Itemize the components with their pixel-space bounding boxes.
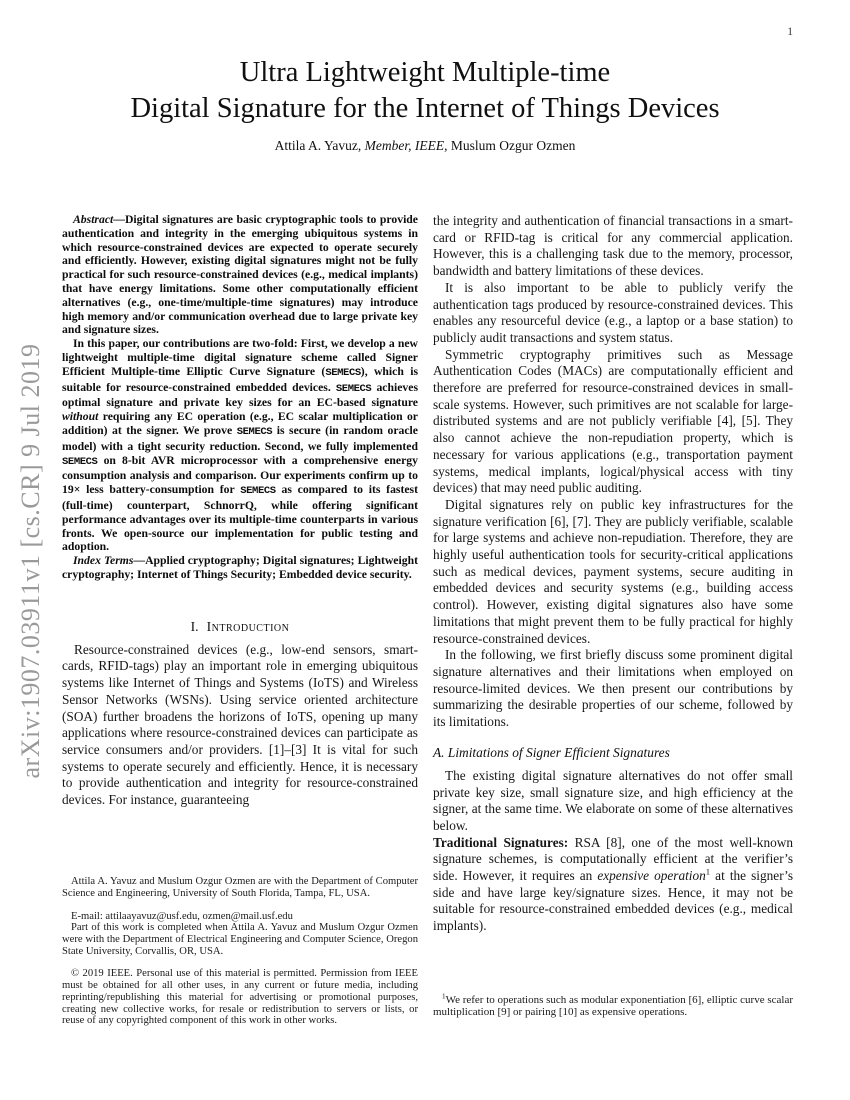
text-run: requiring any EC operation (e.g., EC scalar multiplication or addition) at the signer. We prove [62, 410, 418, 437]
text-run: on 8-bit AVR microprocessor with a comprehensive energy consumption analysis and comparison. Our experiments confirm up to 19× less battery-consumption for [62, 453, 418, 497]
footnote-1 [433, 994, 793, 1019]
page-title [60, 55, 790, 127]
right-column-text [433, 213, 793, 935]
text-run: Traditional Signatures: [433, 834, 569, 850]
body-paragraph: In the following, we first briefly discuss some prominent digital signature alternatives and their limitations when employed on resource-limited devices. We then present our contributions by summarizing the desirable properties of our scheme, followed by its limitations. [433, 647, 793, 730]
text-run: achieves optimal signature and private key sizes for an EC-based signature [62, 380, 418, 410]
footnote-copyright: © 2019 IEEE. Personal use of this material is permitted. Permission from IEEE must be obtained for all other uses, in any current or future media, including reprinting/republishing this material for advertising or promotional purposes, creating new collective works, for resale or redistribution to servers or lists, or reuse of any copyrighted component of this work in other works. [62, 968, 418, 1027]
section-number: I. [190, 618, 199, 634]
author-footnotes [62, 876, 418, 1027]
body-paragraph: Symmetric cryptography primitives such as Message Authentication Codes (MACs) are computationally efficient and therefore are preferred for resource-constrained devices in small-scale systems. However, such primitives are not scalable for large-distributed systems and are not publicly verifiable [4], [5]. They also cannot achieve the non-repudiation property, which is necessary for various applications (e.g., transportation payment systems, medical implants, logical/physical access with tiny devices) that may need public auditing. [433, 346, 793, 496]
body-paragraph: Digital signatures rely on public key infrastructures for the signature verification [6], [7]. They are publicly verifiable, scalable for large systems and achieve non-repudiation. Therefore, they are highly useful authentication tools for security-critical applications such as medical devices, payment systems, secure auditing in embedded devices and security systems (e.g., building access control). However, existing digital signatures also have some limitations that might prevent them to be fully practical for highly resource-constrained devices. [433, 496, 793, 646]
introduction-text [62, 635, 418, 809]
text-run: —Digital signatures are basic cryptographic tools to provide authentication and integrity in the emerging ubiquitous systems in which resource-constrained devices are expected to operate securely and efficiently. However, existing digital signatures might not be fully practical for such resource-constrained devices (e.g., medical implants) that have energy limitations. Some other computationally efficient alternatives (e.g., one-time/multiple-time signatures) may introduce high memory and/or communication overhead due to large private key and signature sizes. [62, 213, 418, 337]
text-run: is secure (in random oracle model) with a tight security reduction. Second, we fully implemented [62, 423, 418, 453]
arxiv-watermark: arXiv:1907.03911v1 [cs.CR] 9 Jul 2019 [16, 343, 45, 779]
text-run: expensive operation [597, 868, 706, 884]
footnote-affiliation: Attila A. Yavuz and Muslum Ozgur Ozmen are with the Department of Computer Science and Engineering, University of South Florida, Tampa, FL, USA. [62, 876, 418, 899]
text-run: ), which is suitable for resource-constrained embedded devices. [62, 364, 418, 394]
body-paragraph-traditional-signatures [433, 835, 793, 935]
abstract-paragraph-2 [62, 337, 418, 554]
text-run: Member, IEEE [364, 138, 445, 153]
footnote-gap [62, 957, 418, 968]
two-column-body [62, 213, 793, 1027]
index-terms [62, 554, 418, 582]
title-line-2: Digital Signature for the Internet of Things Devices [130, 93, 720, 124]
text-run: RSA [8], one of the most well-known signature schemes, is computationally efficient at the verifier’s side. However, it requires an [433, 834, 793, 884]
footnote-prior-affiliation: Part of this work is completed when Attila A. Yavuz and Muslum Ozgur Ozmen were with the Department of Electrical Engineering and Computer Science, Oregon State University, Corvallis, OR, USA. [62, 922, 418, 957]
intro-paragraph: Resource-constrained devices (e.g., low-end sensors, smart-cards, RFID-tags) play an important role in emerging ubiquitous systems like Internet of Things and Systems (IoTS) and Wireless Sensor Networks (WSNs). Using service oriented architecture (SOA) further broadens the horizons of IoTS, opening up many applications where resource-constrained devices can participate as service consumers and/or providers. [1]–[3] It is vital for such systems to operate securely and efficiently. Hence, it is necessary to provide authentication and integrity for resource-constrained devices. For instance, guaranteeing [62, 641, 418, 808]
section-title: Introduction [206, 618, 290, 634]
body-paragraph: The existing digital signature alternatives do not offer small private key size, small signature size, and high efficiency at the signer, at the same time. We elaborate on some of these alternatives below. [433, 767, 793, 833]
text-run: , Muslum Ozgur Ozmen [444, 138, 576, 153]
paper-header [60, 55, 790, 154]
text-run: at the signer’s side and have large key/signature sizes. Hence, it may not be suitable for resource-constrained embedded devices (e.g., medical implants). [433, 868, 793, 934]
subsection-heading-limitations: A. Limitations of Signer Efficient Signatures [433, 744, 670, 760]
abstract [62, 213, 418, 582]
text-run: SEMECS [325, 366, 361, 379]
footnote-email: E-mail: attilaayavuz@usf.edu, ozmen@mail.usf.edu [71, 910, 293, 922]
body-paragraph: It is also important to be able to publicly verify the authentication tags produced by resource-constrained devices. This enables any resourceful device (e.g., a laptop or a base station) to publicly audit transactions and system status. [433, 279, 793, 345]
text-run: Attila A. Yavuz, [274, 138, 365, 153]
text-run: SEMECS [335, 382, 372, 395]
footnote-gap [62, 900, 418, 911]
text-run: In this paper, our contributions are two-fold: First, we develop a new lightweight multiple-time digital signature scheme called Signer Efficient Multiple-time Elliptic Curve Signature ( [62, 337, 418, 378]
text-run: —Applied cryptography; Digital signatures; Lightweight cryptography; Internet of Things Security; Embedded device security. [62, 554, 418, 581]
section-heading-introduction [62, 618, 418, 635]
text-run: SEMECS [236, 425, 273, 438]
text-run: without [62, 410, 99, 424]
page-number: 1 [787, 26, 793, 38]
numbered-footnote [433, 994, 793, 1019]
body-paragraph: the integrity and authentication of financial transactions in a smart-card or RFID-tag is critical for any commercial application. However, this is a challenging task due to the memory, processor, bandwidth and battery limitations of these devices. [433, 213, 793, 279]
abstract-paragraph-1 [62, 213, 418, 337]
right-column [433, 213, 793, 1019]
text-run: 1 [705, 866, 711, 877]
text-run: We refer to operations such as modular exponentiation [6], elliptic curve scalar multiplication [9] or pairing [10] as expensive operations. [433, 993, 793, 1019]
left-column [62, 213, 418, 1027]
text-run: Abstract [73, 213, 114, 226]
text-run: Index Terms [73, 554, 134, 568]
authors-line [60, 138, 790, 154]
text-run: 1 [442, 992, 446, 1001]
title-line-1: Ultra Lightweight Multiple-time [239, 57, 611, 88]
text-run: SEMECS [62, 455, 98, 468]
text-run: as compared to its fastest (full-time) counterpart, SchnorrQ, while offering significant performance advantages over its multiple-time counterparts in various fronts. We open-source our implementation for public testing and adoption. [62, 483, 418, 554]
text-run: SEMECS [240, 485, 276, 498]
